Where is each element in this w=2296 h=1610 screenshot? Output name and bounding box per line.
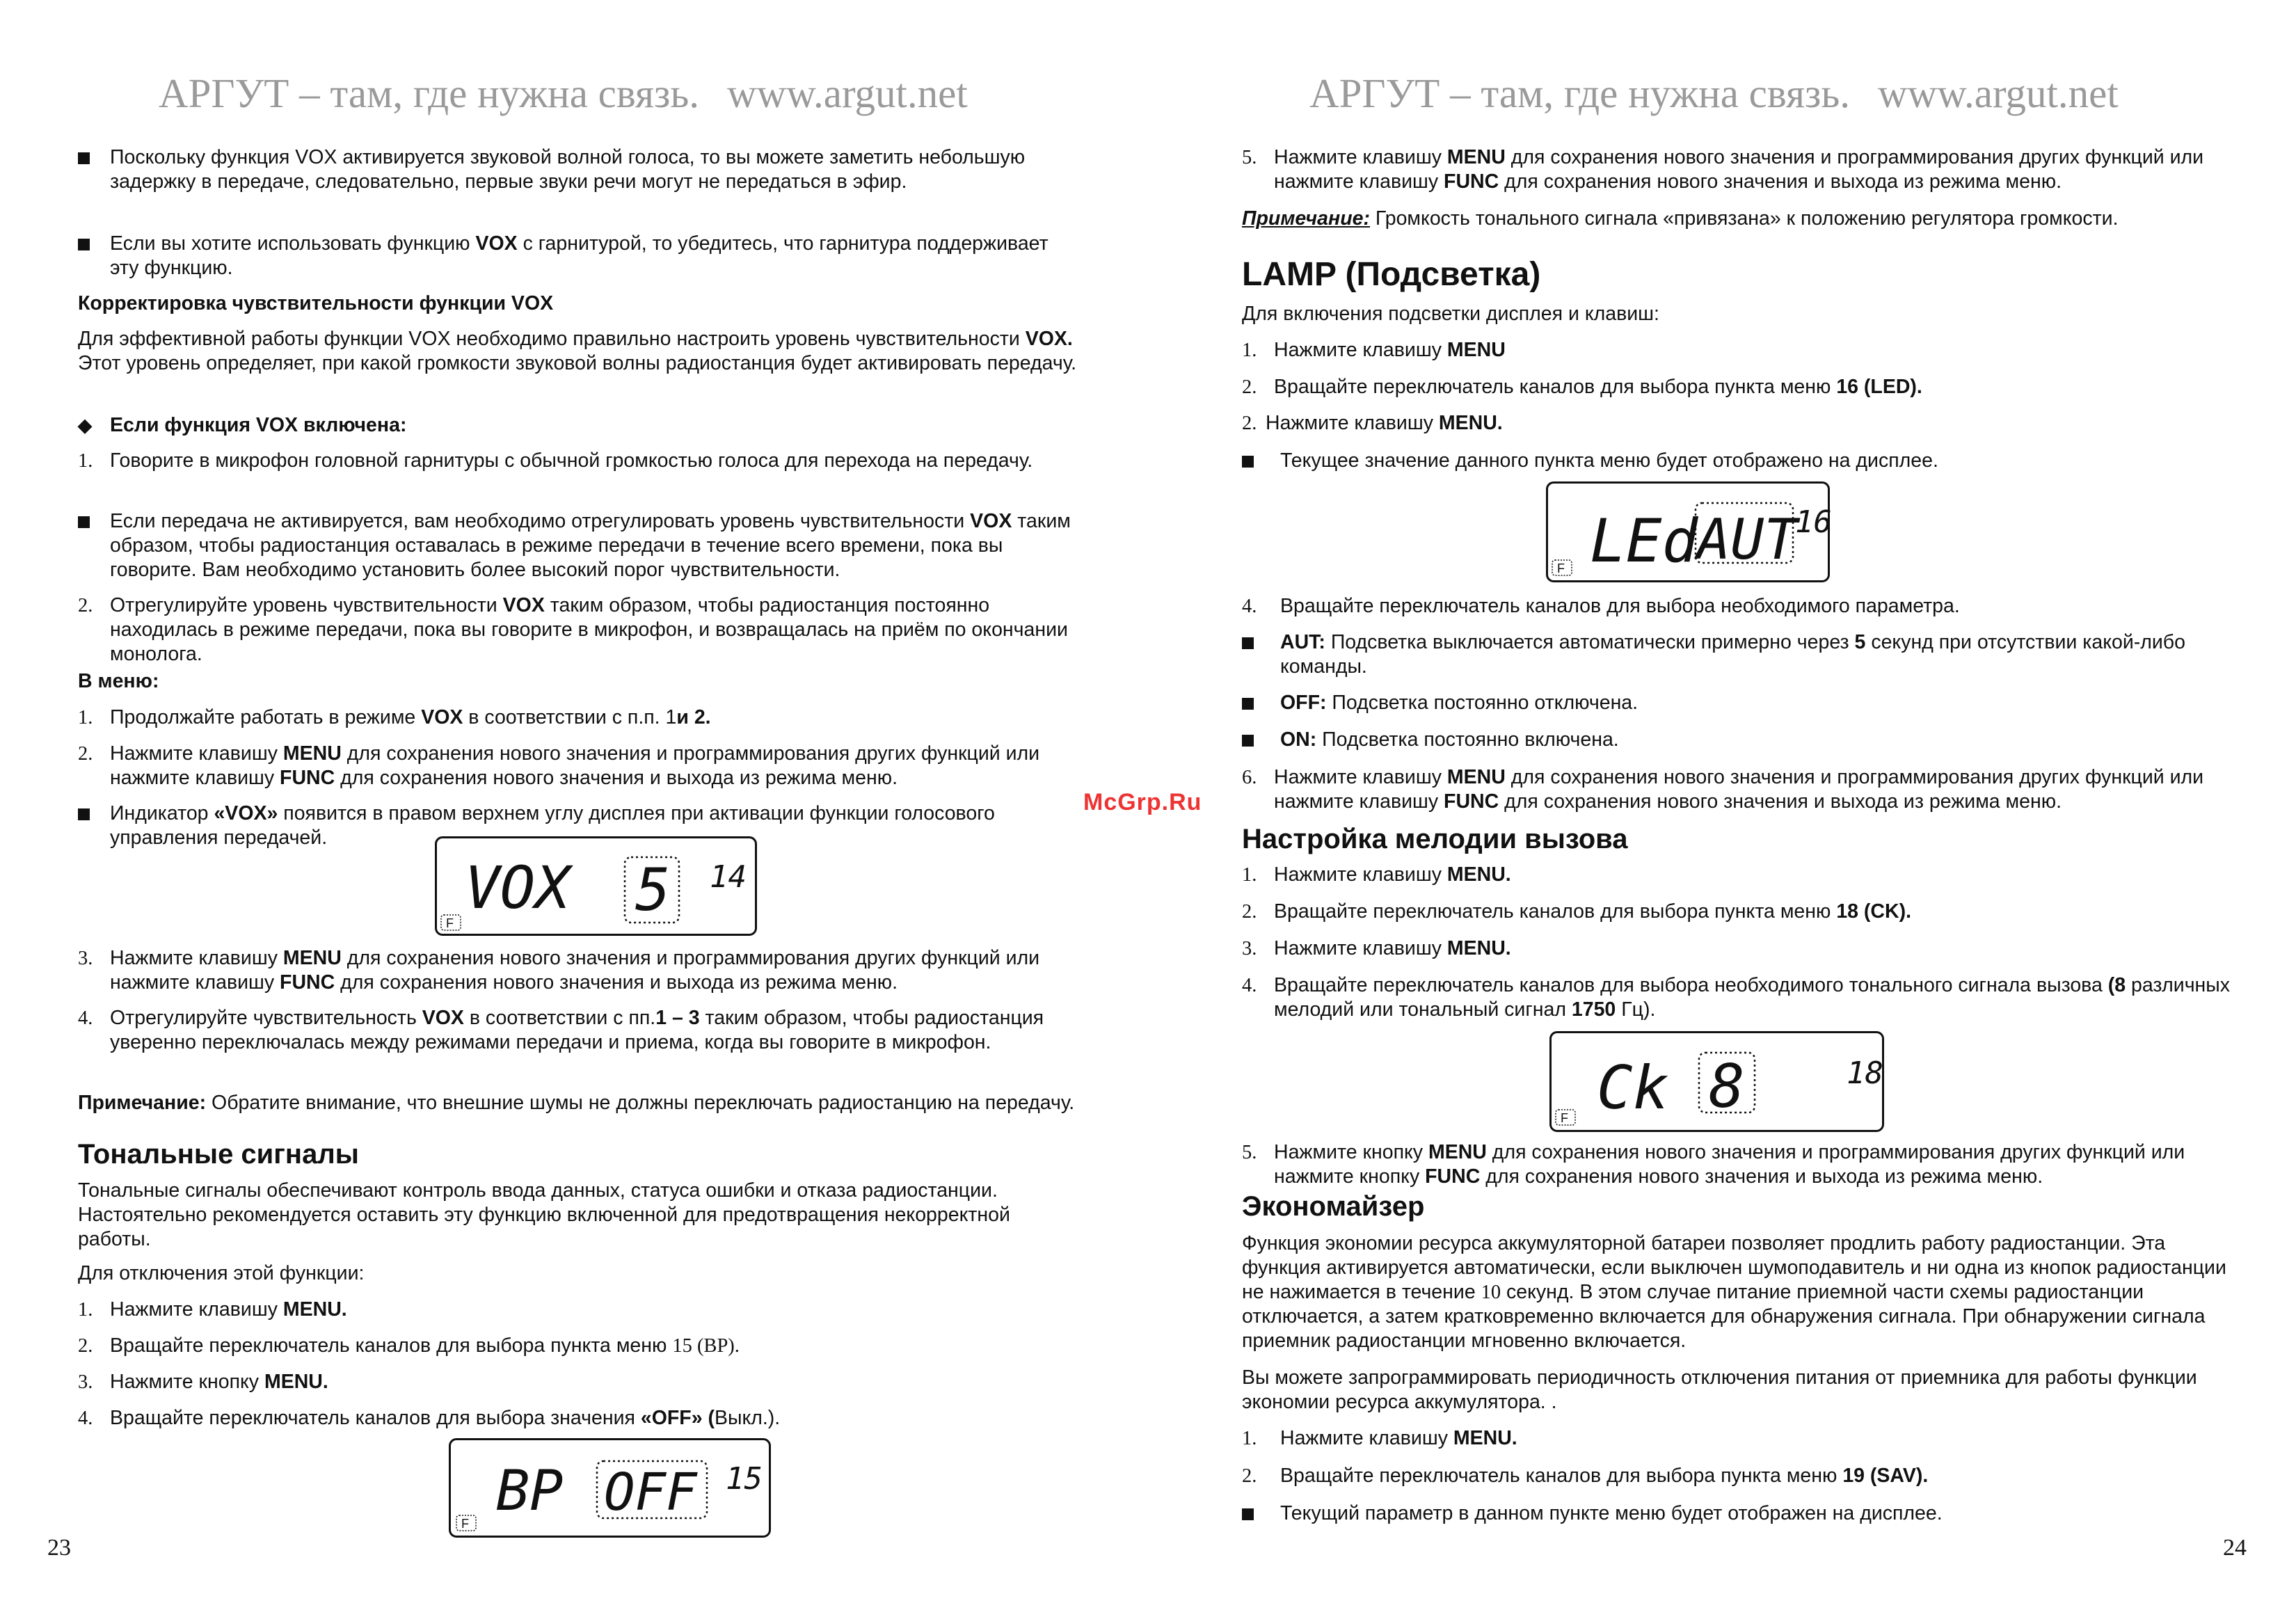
tones-step-2: 2. Вращайте переключатель каналов для выбора пункта меню 15 (BP).	[78, 1334, 740, 1357]
bullet-square-icon	[78, 232, 90, 257]
lcd-label: BP	[496, 1458, 564, 1523]
note-noise: Примечание: Обратите внимание, что внешние шумы не должны переключать радиостанцию на передачу.	[78, 1092, 1075, 1114]
bullet-square-icon	[1242, 728, 1254, 753]
melody-step-1: 1. Нажмите клавишу MENU.	[1242, 863, 1511, 886]
vox-sensitivity-heading: Корректировка чувствительности функции VOX	[78, 292, 554, 314]
lcd-value: 8	[1709, 1052, 1745, 1122]
economizer-heading: Экономайзер	[1242, 1191, 1425, 1222]
bullet-square-icon	[78, 145, 90, 170]
lamp-heading: LAMP (Подсветка)	[1242, 256, 1541, 293]
menu-step-3: 3. Нажмите клавишу MENU для сохранения нового значения и программирования других функций или нажмите клавишу FUNC для сохранения нового значения и выхода из режима меню.	[78, 947, 1040, 994]
page-number-left: 23	[47, 1535, 71, 1561]
bullet-square-icon	[78, 802, 90, 827]
melody-step-5: 5. Нажмите кнопку MENU для сохранения нового значения и программирования других функций или нажмите кнопку FUNC для сохранения нового значения и выхода из режима меню.	[1242, 1141, 2185, 1188]
bullet-square-icon	[1242, 630, 1254, 655]
bullet-vox-indicator: Индикатор «VOX» появится в правом верхнем углу дисплея при активации функции голосового управления передачей.	[78, 802, 1080, 850]
lcd-channel: 18	[1847, 1055, 1883, 1091]
menu-heading: В меню:	[78, 670, 159, 692]
step-adjust-level: 2. Отрегулируйте уровень чувствительности VOX таким образом, чтобы радиостанция постоянно находилась в режиме передачи, пока вы говорите в микрофон, и возвращалась на приём по окончании монолога.	[78, 594, 1068, 665]
lamp-step-3: 2. Нажмите клавишу MENU.	[1242, 412, 1503, 434]
bullet-square-icon	[1242, 1501, 1254, 1527]
tones-step-4: 4. Вращайте переключатель каналов для выбора значения «OFF» (Выкл.).	[78, 1407, 781, 1429]
bullet-square-icon	[1242, 449, 1254, 474]
lcd-display-bp	[449, 1438, 771, 1538]
lamp-step-2: 2. Вращайте переключатель каналов для выбора пункта меню 16 (LED).	[1242, 376, 1922, 398]
lamp-option-off: OFF: Подсветка постоянно отключена.	[1242, 691, 2244, 715]
economizer-bullet: Текущий параметр в данном пункте меню будет отображен на дисплее.	[1242, 1501, 2244, 1526]
menu-step-1: 1. Продолжайте работать в режиме VOX в соответствии с п.п. 1и 2.	[78, 706, 711, 728]
economizer-paragraph-2: Вы можете запрограммировать периодичность отключения питания от приемника для работы функции экономии ресурса аккумулятора. .	[1242, 1366, 2197, 1413]
vox-on-heading: ◆ Если функция VOX включена:	[78, 414, 407, 436]
lamp-bullet-current: Текущее значение данного пункта меню будет отображено на дисплее.	[1242, 449, 2244, 473]
step-speak: 1. Говорите в микрофон головной гарнитуры с обычной громкостью голоса для перехода на передачу.	[78, 449, 1033, 472]
lcd-f-indicator: F	[1557, 561, 1565, 575]
lcd-f-indicator: F	[446, 916, 454, 930]
lcd-label: VOX	[465, 854, 571, 922]
page-number-right: 24	[2223, 1535, 2247, 1561]
bullet-no-transmit: Если передача не активируется, вам необходимо отрегулировать уровень чувствительности VOX таким образом, чтобы радиостанция оставалась в режиме передачи в течение всего времени, пока вы говорите. Вам необходимо установить более высокий порог чувствительности.	[78, 509, 1080, 582]
lcd-display-ck	[1549, 1031, 1884, 1132]
economizer-step-1: 1. Нажмите клавишу MENU.	[1242, 1427, 1517, 1449]
menu-step-2: 2. Нажмите клавишу MENU для сохранения нового значения и программирования других функций или нажмите клавишу FUNC для сохранения нового значения и выхода из режима меню.	[78, 742, 1040, 789]
lcd-channel: 15	[726, 1461, 763, 1497]
bullet-square-icon	[78, 509, 90, 534]
bullet-square-icon	[1242, 691, 1254, 716]
melody-step-3: 3. Нажмите клавишу MENU.	[1242, 937, 1511, 959]
menu-step-4: 4. Отрегулируйте чувствительность VOX в соответствии с пп.1 – 3 таким образом, чтобы радиостанция уверенно переключалась между режимами передачи и приема, когда вы говорите в микрофон.	[78, 1007, 1044, 1053]
economizer-paragraph: Функция экономии ресурса аккумуляторной батареи позволяет продлить работу радиостанции. Эта функция активируется автоматически, если выключен шумоподавитель и ни одна из кнопок радиостанции не нажимается в течение 10 секунд. В этом случае питание приемной части схемы радиостанции отключается, а затем кратковременно включается для обнаружения сигнала. При обнаружении сигнала приемник радиостанции мгновенно включается.	[1242, 1232, 2226, 1352]
lcd-channel: 14	[710, 859, 747, 895]
lcd-value: 5	[635, 856, 671, 924]
bullet-vox-delay: Поскольку функция VOX активируется звуковой волной голоса, то вы можете заметить небольшую задержку в передаче, следовательно, первые звуки речи могут не передаться в эфир.	[78, 145, 1080, 194]
lamp-step-1: 1. Нажмите клавишу MENU	[1242, 339, 1506, 361]
step-save-menu: 5. Нажмите клавишу MENU для сохранения нового значения и программирования других функций или нажмите клавишу FUNC для сохранения нового значения и выхода из режима меню.	[1242, 146, 2204, 193]
tones-paragraph: Тональные сигналы обеспечивают контроль ввода данных, статуса ошибки и отказа радиостанции. Настоятельно рекомендуется оставить эту функцию включенной для предотвращения некорректной работы.	[78, 1179, 1010, 1250]
lcd-f-indicator: F	[461, 1517, 469, 1531]
melody-step-2: 2. Вращайте переключатель каналов для выбора пункта меню 18 (CK).	[1242, 900, 1911, 923]
lamp-option-aut: AUT: Подсветка выключается автоматически примерно через 5 секунд при отсутствии какой-либо команды.	[1242, 630, 2244, 679]
lcd-display-led	[1546, 481, 1830, 582]
lamp-intro: Для включения подсветки дисплея и клавиш:	[1242, 303, 1659, 325]
watermark: McGrp.Ru	[1083, 789, 1202, 815]
disable-intro: Для отключения этой функции:	[78, 1262, 365, 1284]
page-header-right: АРГУТ – там, где нужна связь. www.argut.net	[1309, 70, 2119, 116]
tones-step-1: 1. Нажмите клавишу MENU.	[78, 1298, 347, 1321]
melody-heading: Настройка мелодии вызова	[1242, 824, 1628, 854]
lamp-step-6: 6. Нажмите клавишу MENU для сохранения нового значения и программирования других функций или нажмите клавишу FUNC для сохранения нового значения и выхода из режима меню.	[1242, 766, 2204, 813]
lcd-display-vox	[435, 836, 757, 936]
lcd-label: LEd	[1590, 507, 1698, 576]
tones-heading: Тональные сигналы	[78, 1139, 359, 1170]
lcd-f-indicator: F	[1561, 1111, 1568, 1125]
note-volume: Примечание: Громкость тонального сигнала «привязана» к положению регулятора громкости.	[1242, 207, 2119, 230]
lamp-option-on: ON: Подсветка постоянно включена.	[1242, 728, 2244, 752]
lcd-value: OFF	[604, 1462, 697, 1522]
page-header-left: АРГУТ – там, где нужна связь. www.argut.net	[159, 70, 968, 116]
bullet-vox-headset: Если вы хотите использовать функцию VOX с гарнитурой, то убедитесь, что гарнитура поддерживает эту функцию.	[78, 232, 1080, 280]
lamp-step-4: 4. Вращайте переключатель каналов для выбора необходимого параметра.	[1242, 595, 1960, 617]
lcd-channel: 16	[1795, 504, 1832, 540]
diamond-icon: ◆	[78, 415, 92, 436]
melody-step-4: 4. Вращайте переключатель каналов для выбора необходимого тонального сигнала вызова (8 различных мелодий или тональный сигнал 1750 Гц).	[1242, 974, 2231, 1021]
lcd-value: AUT	[1697, 507, 1798, 572]
lcd-label: Ck	[1597, 1053, 1669, 1123]
tones-step-3: 3. Нажмите кнопку MENU.	[78, 1371, 328, 1393]
vox-sensitivity-paragraph: Для эффективной работы функции VOX необходимо правильно настроить уровень чувствительности VOX. Этот уровень определяет, при какой громкости звуковой волны радиостанция будет активировать передачу.	[78, 328, 1077, 374]
economizer-step-2: 2. Вращайте переключатель каналов для выбора пункта меню 19 (SAV).	[1242, 1465, 1929, 1487]
